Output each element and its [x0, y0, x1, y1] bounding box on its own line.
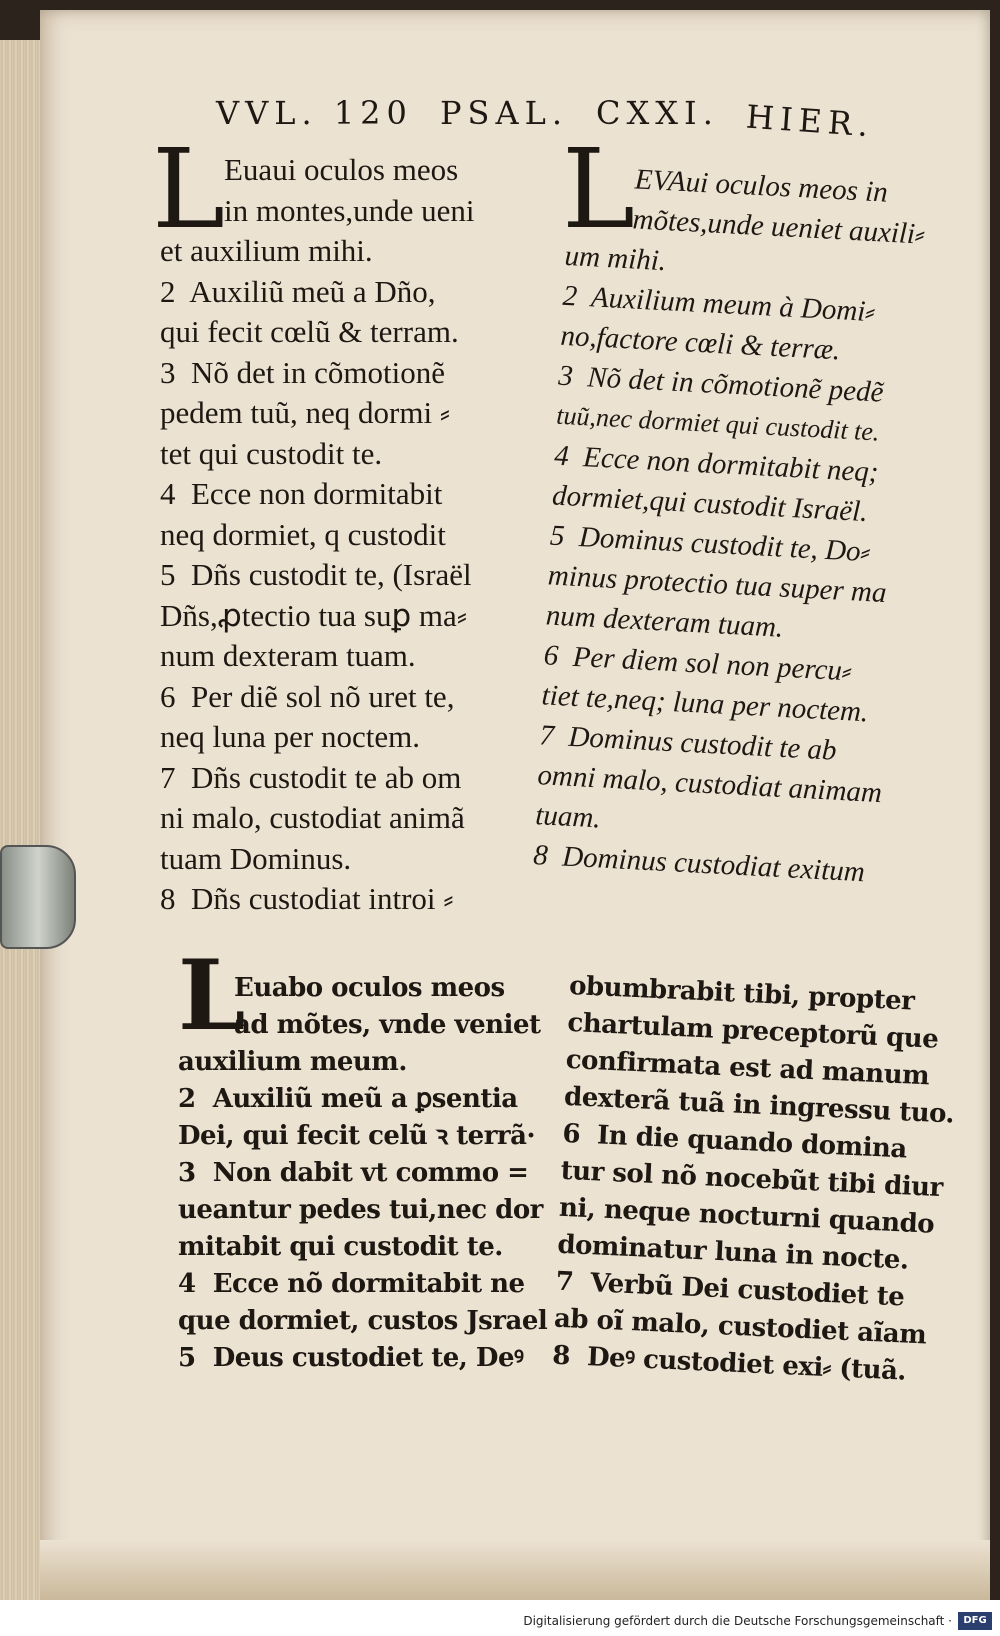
text-line: tiet te,neq; luna per noctem. — [540, 679, 870, 729]
drop-cap-upper-right: L — [562, 125, 636, 253]
text-line: in montes,unde ueni — [224, 192, 475, 228]
verse-5: 5 Dominus custodit te, Do⸗ — [549, 519, 872, 569]
text-line: omni malo, custodiat animam — [536, 759, 883, 810]
header-left: VVL. 120 — [216, 94, 413, 132]
verse-4: 4 Ecce nõ dormitabit ne — [178, 1269, 525, 1299]
text-line: Euaui oculos meos — [224, 152, 459, 187]
text-line: chartulam preceptorũ que — [566, 1007, 939, 1055]
digitization-footer — [0, 1600, 1000, 1636]
verse-6: 6 In die quando domina — [561, 1118, 908, 1165]
text-line: ab oĩ malo, custodiet aĩam — [553, 1303, 927, 1351]
verse-3: 3 Non dabit vt commo = — [178, 1158, 529, 1188]
text-line: neq dormiet, q custodit — [160, 516, 446, 552]
verse-8: 8 Dñs custodiat introi ⸗ — [160, 881, 454, 916]
drop-cap-upper-left: L — [152, 125, 226, 253]
verse-3: 3 Nõ det in cõmotionẽ — [160, 354, 445, 390]
text-line: ni malo, custodiat animã — [160, 800, 465, 835]
text-line: dominatur luna in nocte. — [556, 1229, 910, 1276]
text-line: minus protectio tua super ma — [547, 559, 888, 610]
text-line: confirmata est ad manum — [565, 1044, 930, 1092]
header-right: HIER. — [744, 97, 876, 145]
verse-4: 4 Ecce non dormitabit — [160, 476, 443, 511]
text-line: tet qui custodit te. — [160, 435, 383, 471]
verse-7: 7 Dñs custodit te ab om — [160, 759, 462, 795]
verse-6: 6 Per diem sol non percu⸗ — [542, 639, 853, 688]
dfg-logo: DFG — [958, 1612, 992, 1630]
text-line: tuam Dominus. — [160, 840, 352, 876]
text-line: auxilium meum. — [178, 1047, 407, 1077]
verse-8: 8 Dominus custodiat exitum — [532, 839, 866, 889]
text-line: no,factore cœli & terræ. — [559, 319, 842, 367]
header-middle: PSAL. — [440, 94, 568, 132]
text-line: ueantur pedes tui,nec dor — [178, 1195, 543, 1225]
verse-7: 7 Verbũ Dei custodiet te — [555, 1266, 905, 1313]
text-line: qui fecit cœlũ & terram. — [160, 314, 459, 349]
upper-right-column — [532, 156, 949, 895]
text-line: num dexteram tuam. — [545, 599, 785, 644]
verse-5: 5 Deus custodiet te, Deꝰ — [178, 1343, 524, 1373]
verse-6: 6 Per diẽ sol nõ uret te, — [160, 678, 455, 714]
verse-2: 2 Auxiliũ meũ a Dño, — [160, 273, 436, 309]
text-line: Euabo oculos meos — [234, 973, 505, 1003]
drop-cap-lower-left: L — [178, 939, 246, 1052]
verse-3: 3 Nõ det in cõmotionẽ pedẽ — [557, 359, 885, 409]
text-line: Dei, qui fecit celũ ꝛ terrã· — [178, 1121, 536, 1151]
text-line: mõtes,unde ueniet auxili⸗ — [631, 203, 926, 251]
upper-left-column — [160, 150, 560, 920]
book-clasp — [0, 845, 76, 949]
text-line: tuũ,nec dormiet qui custodit te. — [555, 400, 881, 447]
book-page — [40, 10, 990, 1600]
verse-8: 8 Deꝰ custodiet exi⸗ (tuã. — [551, 1340, 907, 1387]
text-line: et auxilium mihi. — [160, 233, 373, 268]
verse-5: 5 Dñs custodit te, (Israël — [160, 557, 472, 592]
verse-7: 7 Dominus custodit te ab — [538, 719, 838, 767]
text-line: tur sol nõ nocebũt tibi diur — [560, 1155, 944, 1204]
text-line: pedem tuũ, neq dormi ⸗ — [160, 395, 451, 430]
verse-2: 2 Auxilium meum à Domi⸗ — [561, 279, 876, 329]
lower-right-column — [551, 968, 955, 1392]
text-line: neq luna per noctem. — [160, 719, 420, 754]
text-line: EVAui oculos meos in — [634, 163, 889, 209]
lower-left-column — [178, 970, 558, 1377]
text-line: um mihi. — [563, 239, 667, 278]
header-number: CXXI. — [596, 94, 719, 132]
text-line: Dñs,ꝓtectio tua suꝑ ma⸗ — [160, 597, 468, 633]
text-line: ni, neque nocturni quando — [558, 1192, 935, 1240]
footer-credit: Digitalisierung gefördert durch die Deutsche Forschungsgemeinschaft · — [523, 1614, 952, 1628]
text-line: dormiet,qui custodit Israël. — [551, 479, 869, 529]
text-line: mitabit qui custodit te. — [178, 1232, 503, 1262]
text-line: que dormiet, custos Jsrael — [178, 1306, 548, 1336]
text-line: num dexteram tuam. — [160, 638, 416, 673]
verse-4: 4 Ecce non dormitabit neq; — [553, 439, 880, 489]
text-line: dexterã tuã in ingressu tuo. — [563, 1081, 955, 1130]
text-line: obumbrabit tibi, propter — [568, 970, 915, 1017]
text-line: ad mõtes, vnde veniet — [234, 1010, 541, 1040]
verse-2: 2 Auxiliũ meũ a ꝑsentia — [178, 1084, 518, 1114]
text-line: tuam. — [534, 799, 602, 835]
